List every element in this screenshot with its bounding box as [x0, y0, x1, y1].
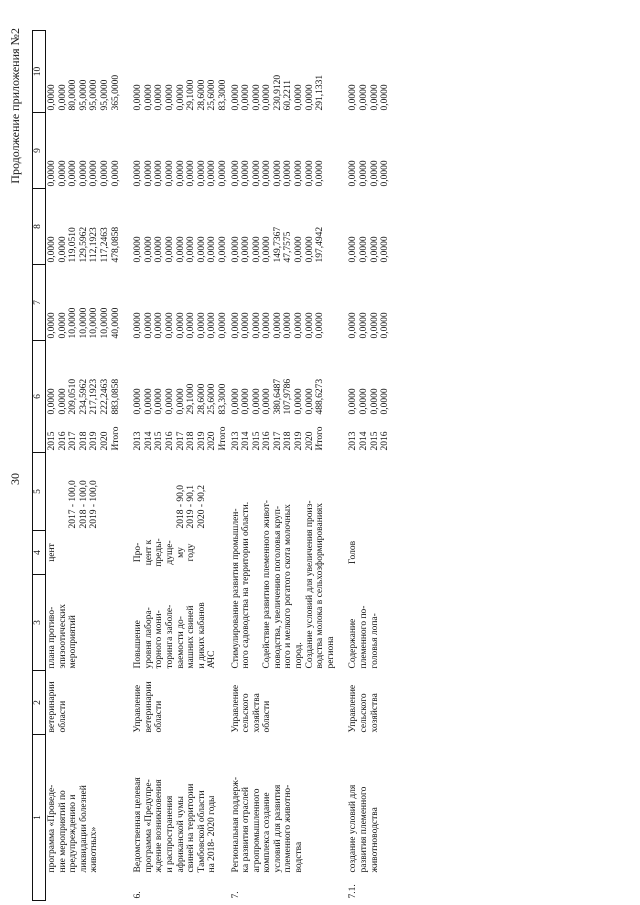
column-number-row: [33, 31, 46, 901]
years: 2013 2014 2015 2016 2017 2018 2019 2020 Итого: [133, 426, 228, 451]
program-name: Региональная поддерж- ка развития отраслей агропромышленного комплекса создание условий для развития племенного животно- водства: [230, 776, 305, 873]
continuation-note: Продолжение приложения №2: [8, 28, 22, 184]
col-8-values: 0,0000 0,0000 0,0000 0,0000 0,0000 0,0000 0,0000 0,0000 0,0000: [133, 236, 228, 263]
column-header: 8: [33, 189, 46, 265]
col-8-values: 0,0000 0,0000 0,0000 0,0000 149,7367 47,7575 0,0000 0,0000 197,4942: [230, 226, 326, 263]
row-number: 7.1.: [348, 884, 359, 899]
target-values: [347, 453, 391, 531]
row-number: [46, 875, 123, 901]
col-10-values: 0,0000 0,0000 80,0000 95,0000 95,0000 95,0000 365,0000: [47, 74, 121, 111]
col-7-values: 0,0000 0,0000 10,0000 10,0000 10,0000 10,0000 40,0000: [47, 307, 121, 339]
unit: цент: [47, 543, 57, 562]
column-header: 7: [33, 265, 46, 341]
col-6-values: 0,0000 0,0000 0,0000 0,0000: [348, 388, 391, 415]
program-name: Ведомственная целевая программа «Предупре- ждение возникновения и распространения африканской чумы свиней на территории Тамбовской области на 2018- 2020 годы: [133, 777, 218, 873]
column-header: 3: [33, 575, 46, 671]
years: 2015 2016 2017 2018 2019 2020 Итого: [47, 426, 121, 451]
column-header: 6: [33, 341, 46, 453]
col-8-values: 0,0000 0,0000 0,0000 0,0000: [348, 236, 391, 263]
table-row: [230, 31, 338, 901]
indicator: Содержание племенного по- головья лопа-: [348, 605, 380, 669]
executor: Управление сельского хозяйства: [348, 684, 380, 733]
indicator: плана противо- эпизоотических мероприятий: [47, 604, 79, 669]
unit: Про- цент к преды- дуще- му году: [133, 538, 197, 567]
col-6-values: 0,0000 0,0000 209,0510 234,5962 217,1923 222,2463 883,0858: [47, 378, 121, 415]
column-header: 1: [33, 735, 46, 901]
target-values: 2017 - 100,0 2018 - 100,0 2019 - 100,0: [68, 480, 100, 529]
executor: Управление ветеринарии области: [133, 681, 165, 733]
col-7-values: 0,0000 0,0000 0,0000 0,0000 0,0000 0,0000 0,0000 0,0000 0,0000: [230, 312, 326, 339]
executor: ветеринарии области: [47, 681, 68, 733]
program-name: программа «Проведе- ние мероприятий по предупреждению и ликвидации болезней животных»: [47, 784, 100, 873]
years: 2013 2014 2015 2016: [348, 431, 391, 451]
column-header: 9: [33, 113, 46, 189]
indicator: Стимулирование развития промышлен- ного садоводства на территории области. Содействие развитию племенного живот- новодства, увеличению поголовья круп- ного и мелкого рогатого скота молочных пород. Создание условий для увеличения произ- водства молока в сельхозформированиях региона: [230, 500, 336, 669]
program-name: создание условий для развития племенного животноводства: [348, 784, 380, 873]
target-values: 2018 - 90,0 2019 - 90,1 2020 - 90,2: [175, 484, 207, 529]
col-10-values: 0,0000 0,0000 0,0000 0,0000 0,0000 29,1000 28,6000 25,6000 83,3000: [133, 79, 228, 111]
indicator: Повышение уровня лабора- торного мони- торинга заболе- ваемости до- машних свиней и диких кабанов АЧС: [133, 602, 218, 669]
table-row: [132, 31, 229, 901]
table-row: [347, 31, 391, 901]
col-8-values: 0,0000 0,0000 119,0510 129,5962 112,1923 117,2463 478,0858: [47, 226, 121, 263]
col-9-values: 0,0000 0,0000 0,0000 0,0000 0,0000 0,0000 0,0000 0,0000 0,0000: [133, 160, 228, 187]
row-number: 7.: [230, 891, 241, 899]
page-number: 30: [8, 473, 22, 485]
unit: Голов: [348, 540, 359, 565]
row-number: 6.: [133, 891, 144, 899]
executor: Управление сельского хозяйства области: [230, 684, 273, 733]
col-10-values: 0,0000 0,0000 0,0000 0,0000 230,9120 60,2211 0,0000 0,0000 291,1331: [230, 74, 326, 111]
col-9-values: 0,0000 0,0000 0,0000 0,0000 0,0000 0,0000 0,0000: [47, 160, 121, 187]
col-7-values: 0,0000 0,0000 0,0000 0,0000: [348, 312, 391, 339]
column-header: 10: [33, 31, 46, 113]
column-header: 2: [33, 671, 46, 735]
col-9-values: 0,0000 0,0000 0,0000 0,0000 0,0000 0,0000 0,0000 0,0000 0,0000: [230, 160, 326, 187]
table-row: [46, 31, 123, 901]
col-9-values: 0,0000 0,0000 0,0000 0,0000: [348, 160, 391, 187]
col-6-values: 0,0000 0,0000 0,0000 0,0000 0,0000 29,1000 28,6000 25,6000 83,3000: [133, 383, 228, 415]
program-table: [32, 30, 392, 901]
col-6-values: 0,0000 0,0000 0,0000 0,0000 380,6487 107,9786 0,0000 0,0000 488,6273: [230, 378, 326, 415]
column-header: 4: [33, 531, 46, 575]
column-header: 5: [33, 453, 46, 531]
years: 2013 2014 2015 2016 2017 2018 2019 2020 Итого: [230, 426, 326, 451]
col-10-values: 0,0000 0,0000 0,0000 0,0000: [348, 84, 391, 111]
col-7-values: 0,0000 0,0000 0,0000 0,0000 0,0000 0,0000 0,0000 0,0000 0,0000: [133, 312, 228, 339]
